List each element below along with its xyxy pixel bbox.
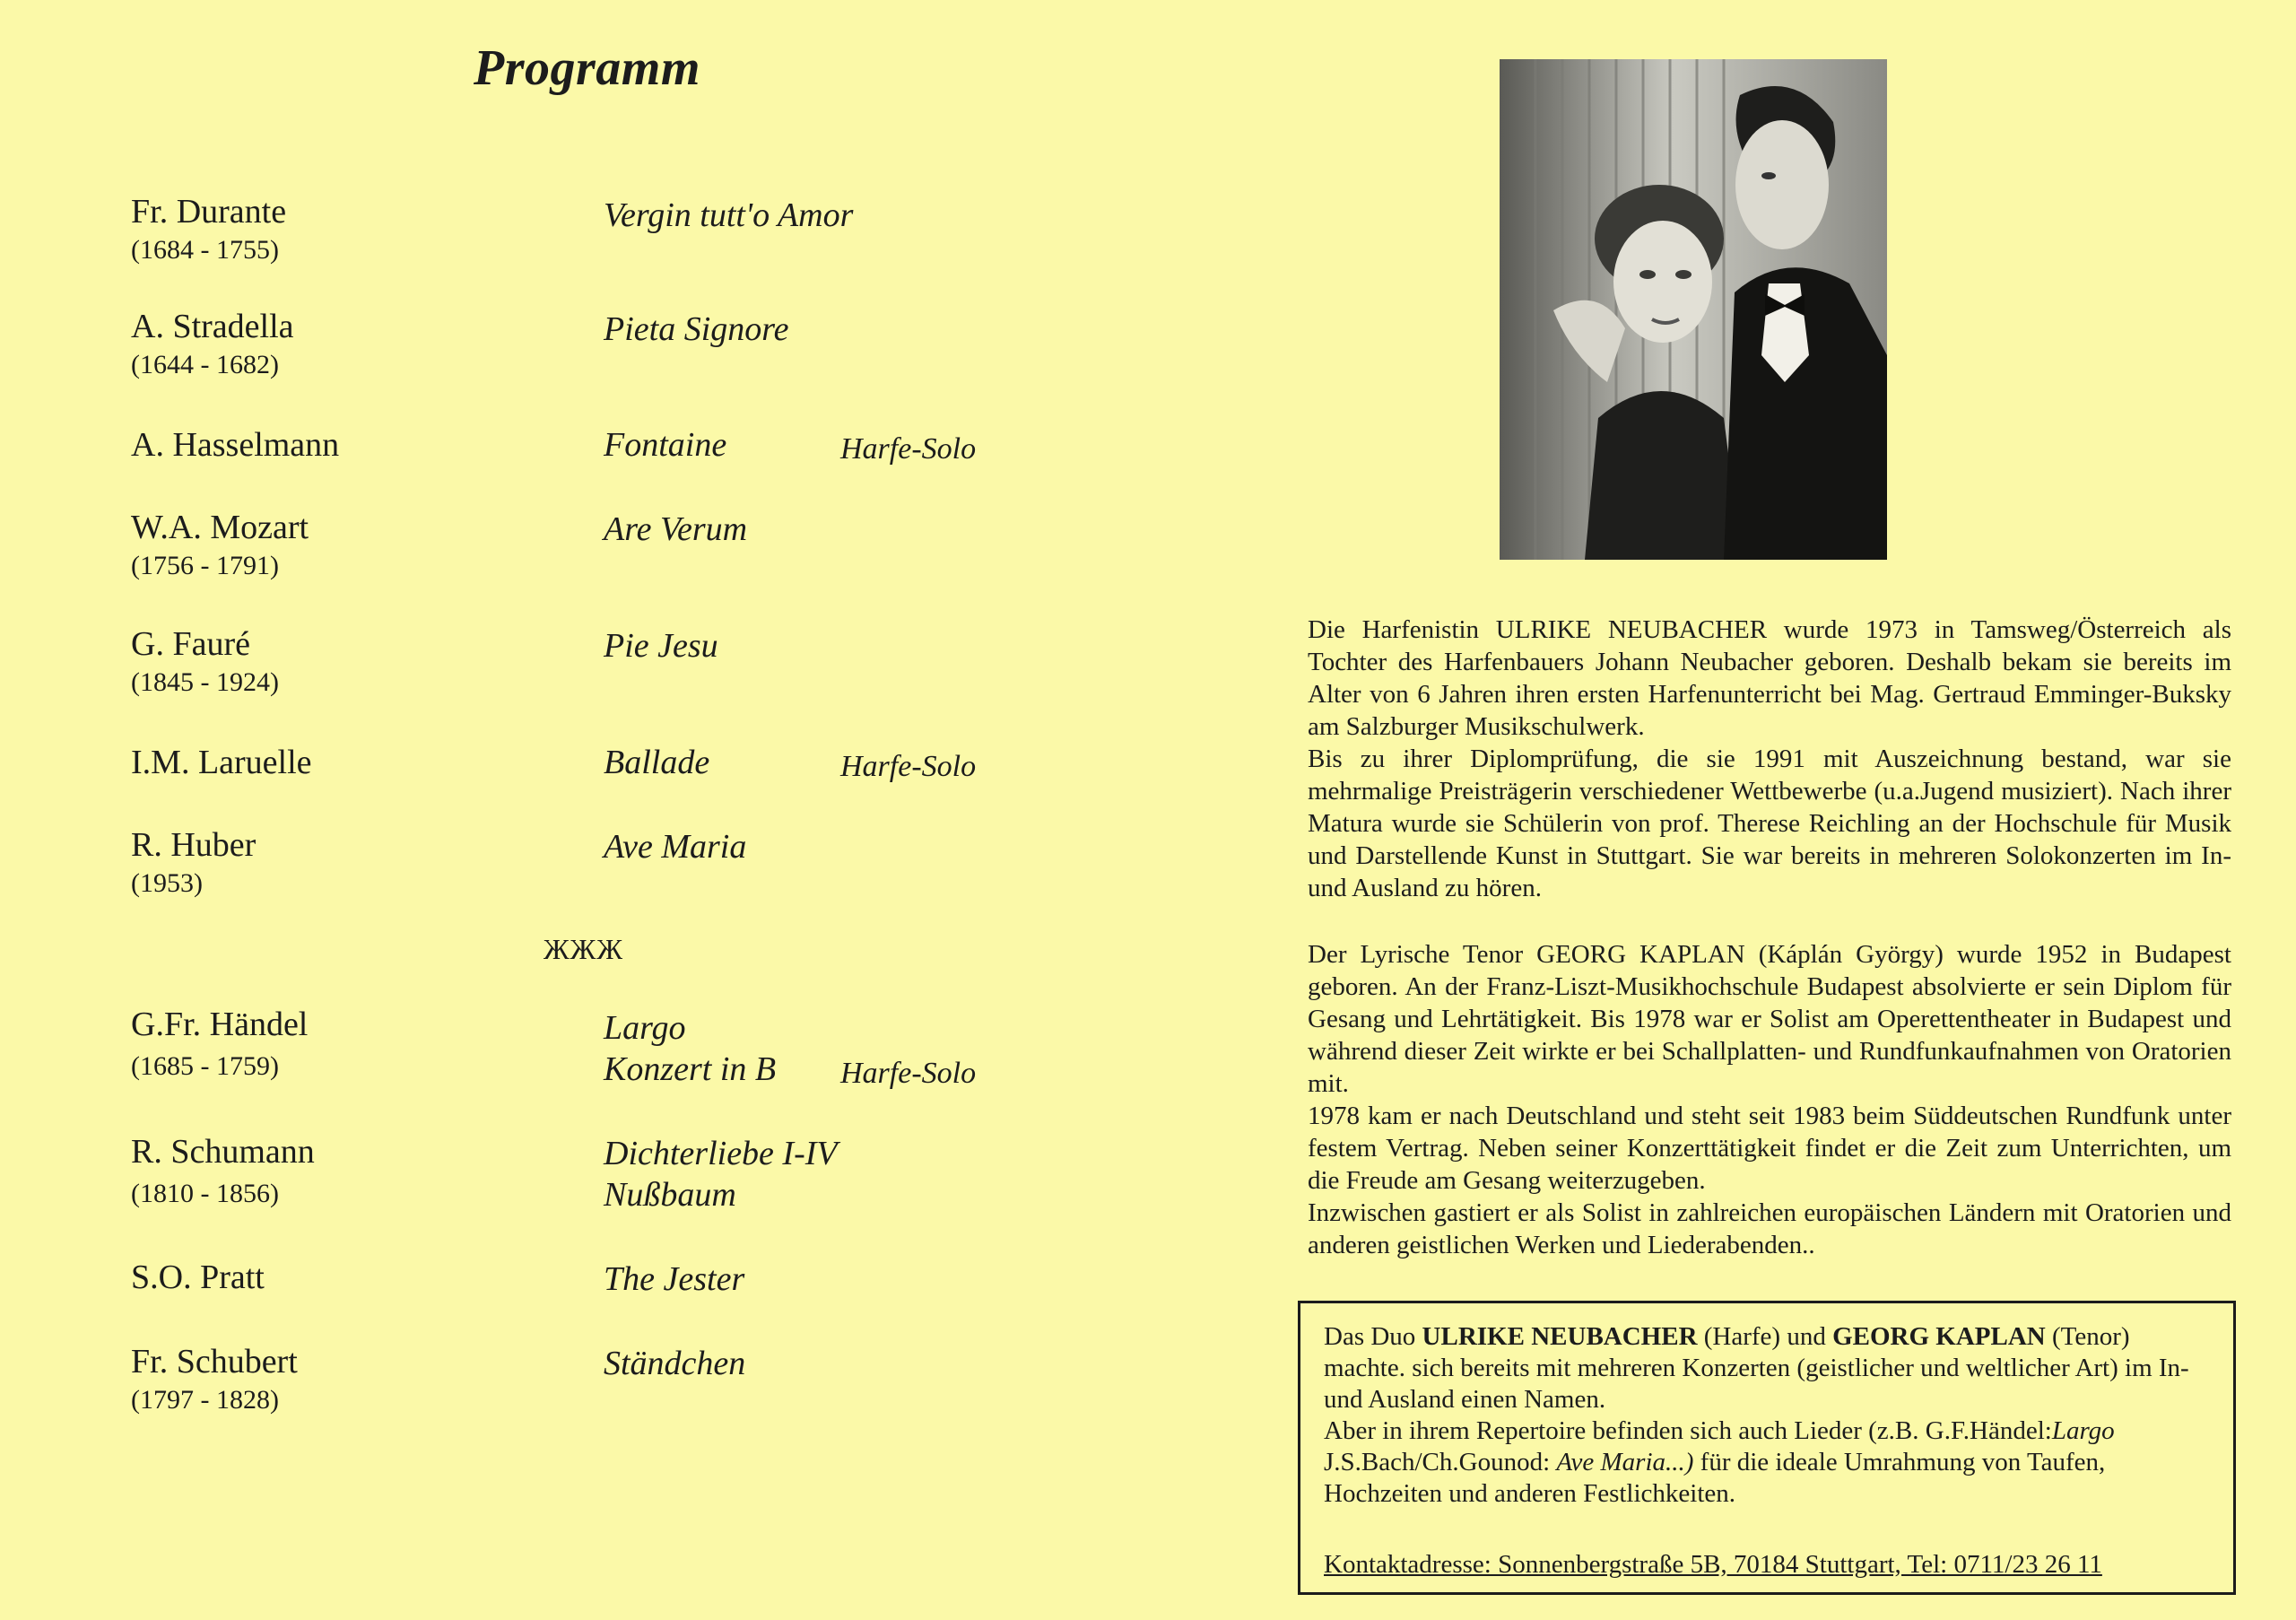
- box-text: Das Duo: [1324, 1322, 1422, 1351]
- work-title: Fontaine: [604, 426, 727, 464]
- work-title: Pie Jesu: [604, 627, 718, 665]
- performer-name: GEORG KAPLAN: [1832, 1322, 2046, 1351]
- bio-paragraph: Inzwischen gastiert er als Solist in zahlreichen europäischen Ländern mit Oratorien und anderen geistlichen Werken und Liederabenden..: [1308, 1198, 2231, 1259]
- composer-name: Fr. Durante: [131, 193, 287, 231]
- composer-dates: (1953): [131, 868, 203, 898]
- duo-photo-illustration: [1500, 59, 1887, 560]
- composer-name: A. Hasselmann: [131, 426, 340, 464]
- work-title: Largo: [604, 1009, 686, 1047]
- contact-address: Kontaktadresse: Sonnenbergstraße 5B, 70184 Stuttgart, Tel: 0711/23 26 11: [1324, 1550, 2102, 1579]
- work-title: The Jester: [604, 1260, 745, 1298]
- harp-solo-note: Harfe-Solo: [840, 432, 977, 466]
- page-title: Programm: [474, 40, 700, 96]
- work-title: Pieta Signore: [604, 310, 789, 348]
- song-title: Largo: [2051, 1416, 2115, 1445]
- composer-name: S.O. Pratt: [131, 1259, 265, 1296]
- composer-name: A. Stradella: [131, 308, 294, 345]
- work-title: Konzert in B: [604, 1050, 777, 1088]
- composer-dates: (1845 - 1924): [131, 667, 279, 697]
- work-title: Ständchen: [604, 1345, 746, 1382]
- composer-name: G.Fr. Händel: [131, 1006, 309, 1043]
- composer-dates: (1685 - 1759): [131, 1051, 279, 1081]
- composer-dates: (1756 - 1791): [131, 551, 279, 580]
- duo-info-box: [1298, 1301, 2236, 1595]
- composer-dates: (1810 - 1856): [131, 1179, 279, 1208]
- bio-paragraph: Der Lyrische Tenor GEORG KAPLAN (Káplán György) wurde 1952 in Budapest geboren. An der Franz-Liszt-Musikhochschule Budapest absolvierte er sein Diplom für Gesang und Lehrtätigkeit. Bis 1978 war er Solist am Operettentheater in Budapest und während dieser Zeit wirkte er bei Schallplatten- und Rundfunkaufnahmen von Oratorien mit.: [1308, 940, 2231, 1098]
- harp-solo-note: Harfe-Solo: [840, 750, 977, 783]
- composer-name: R. Huber: [131, 826, 257, 864]
- performer-name: ULRIKE NEUBACHER: [1422, 1322, 1698, 1351]
- work-title: Vergin tutt'o Amor: [604, 196, 854, 234]
- song-title: Ave Maria...): [1556, 1448, 1694, 1476]
- box-text: (Tenor) machte. sich bereits mit mehreren Konzerten (geistlicher und weltlicher Art) im In- und Ausland einen Namen.: [1324, 1322, 2189, 1414]
- composer-name: R. Schumann: [131, 1133, 315, 1171]
- work-title: Are Verum: [604, 510, 748, 548]
- composer-dates: (1684 - 1755): [131, 235, 279, 265]
- bio-paragraph: Bis zu ihrer Diplomprüfung, die sie 1991 mit Auszeichnung bestand, war sie mehrmalige Preisträgerin verschiedener Wettbewerbe (u.a.Jugend musiziert). Nach ihrer Matura wurde sie Schülerin von prof. Therese Reichling an der Hochschule für Musik und Darstellende Kunst in Stuttgart. Sie war bereits in mehreren Solokonzerten im In- und Ausland zu hören.: [1308, 745, 2231, 902]
- composer-name: Fr. Schubert: [131, 1343, 298, 1380]
- harp-solo-note: Harfe-Solo: [840, 1057, 977, 1090]
- box-text: Aber in ihrem Repertoire befinden sich auch Lieder (z.B. G.F.Händel:: [1324, 1416, 2052, 1445]
- section-separator: ЖЖЖ: [544, 933, 624, 965]
- composer-name: W.A. Mozart: [131, 509, 309, 546]
- box-text: für die ideale Umrahmung von Taufen, Hochzeiten und anderen Festlichkeiten.: [1324, 1448, 2106, 1508]
- composer-dates: (1644 - 1682): [131, 350, 279, 379]
- bio-paragraph: Die Harfenistin ULRIKE NEUBACHER wurde 1973 in Tamsweg/Österreich als Tochter des Harfenbauers Johann Neubacher geboren. Deshalb bekam sie bereits im Alter von 6 Jahren ihren ersten Harfenunterricht bei Mag. Gertraud Emminger-Buksky am Salzburger Musikschulwerk.: [1308, 615, 2231, 741]
- work-title: Dichterliebe I-IV: [604, 1135, 838, 1172]
- bio-neubacher: [1308, 614, 2231, 904]
- bio-paragraph: 1978 kam er nach Deutschland und steht seit 1983 beim Süddeutschen Rundfunk unter festem Vertrag. Neben seiner Konzerttätigkeit findet er die Zeit zum Unterrichten, um die Freude am Gesang weiterzugeben.: [1308, 1102, 2231, 1195]
- duo-intro-paragraph: [1324, 1321, 2210, 1415]
- work-title: Ballade: [604, 744, 710, 781]
- work-title: Nußbaum: [604, 1176, 736, 1214]
- duo-photo: [1500, 59, 1887, 560]
- bio-kaplan: [1308, 938, 2231, 1261]
- repertoire-paragraph: [1324, 1415, 2210, 1510]
- box-text: J.S.Bach/Ch.Gounod:: [1324, 1448, 1557, 1476]
- work-title: Ave Maria: [604, 828, 747, 866]
- composer-dates: (1797 - 1828): [131, 1385, 279, 1415]
- box-text: (Harfe) und: [1697, 1322, 1833, 1351]
- composer-name: G. Fauré: [131, 625, 250, 663]
- composer-name: I.M. Laruelle: [131, 744, 312, 781]
